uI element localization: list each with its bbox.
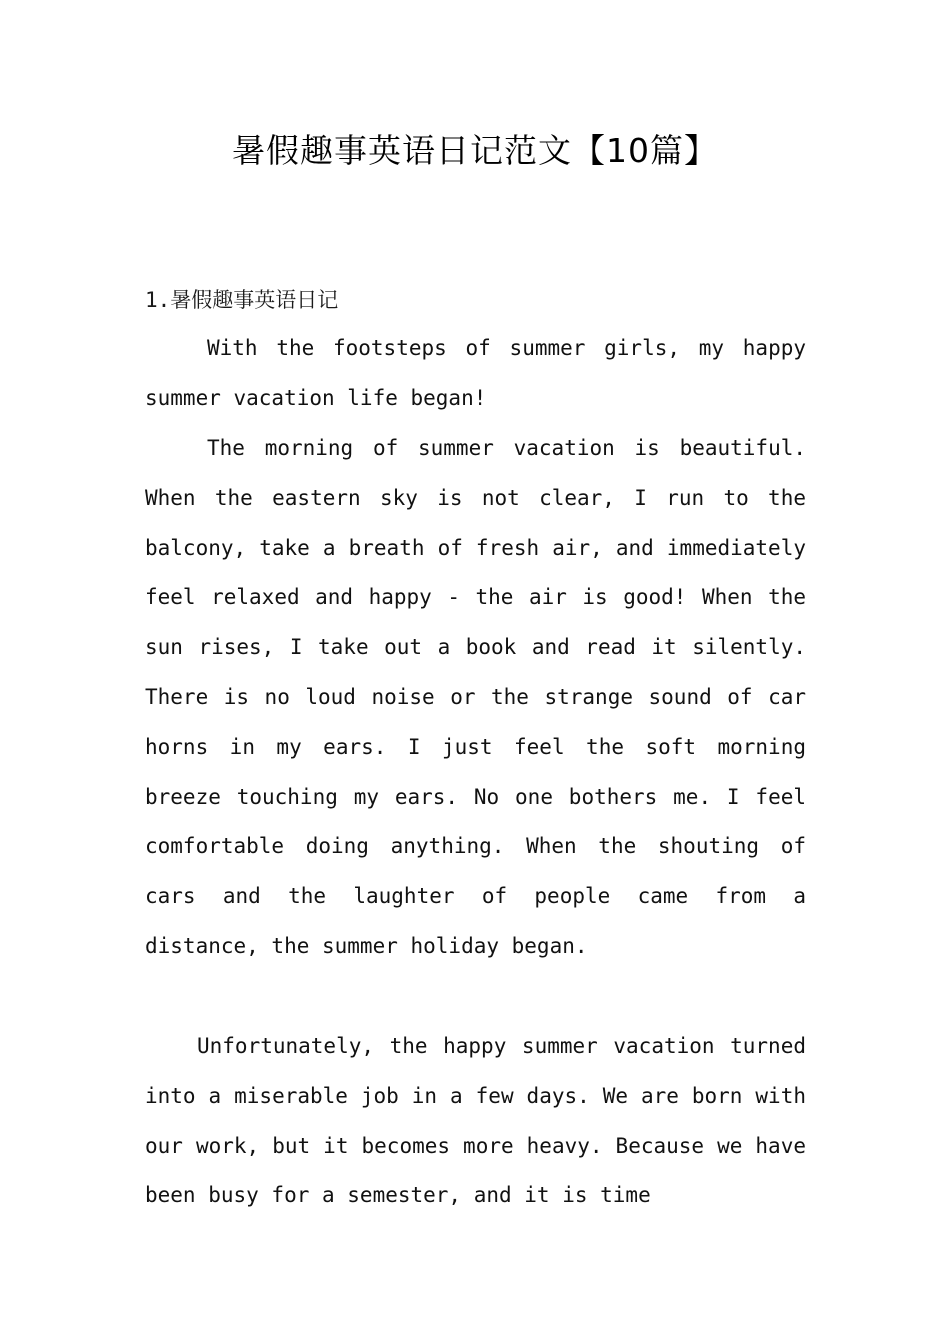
paragraph-3: Unfortunately, the happy summer vacation turned into a miserable job in a few days. We are born with our work, but it becomes more heavy. Because we have been busy for a semester, and it is time — [145, 1034, 806, 1208]
section-heading: 1.暑假趣事英语日记 — [145, 288, 339, 312]
paragraph-2: The morning of summer vacation is beautiful. When the eastern sky is not clear, I run to the balcony, take a breath of fresh air, and immediately feel relaxed and happy - the air is good! When the sun rises, I take out a book and read it silently. There is no loud noise or the strange sound of car horns in my ears. I just feel the soft morning breeze touching my ears. No one bothers me. I feel comfortable doing anything. When the shouting of cars and the laughter of people came from a distance, the summer holiday began. — [145, 436, 806, 958]
document-title: 暑假趣事英语日记范文【10篇】 — [232, 131, 718, 170]
paragraph-1: With the footsteps of summer girls, my happy summer vacation life began! — [145, 336, 806, 410]
